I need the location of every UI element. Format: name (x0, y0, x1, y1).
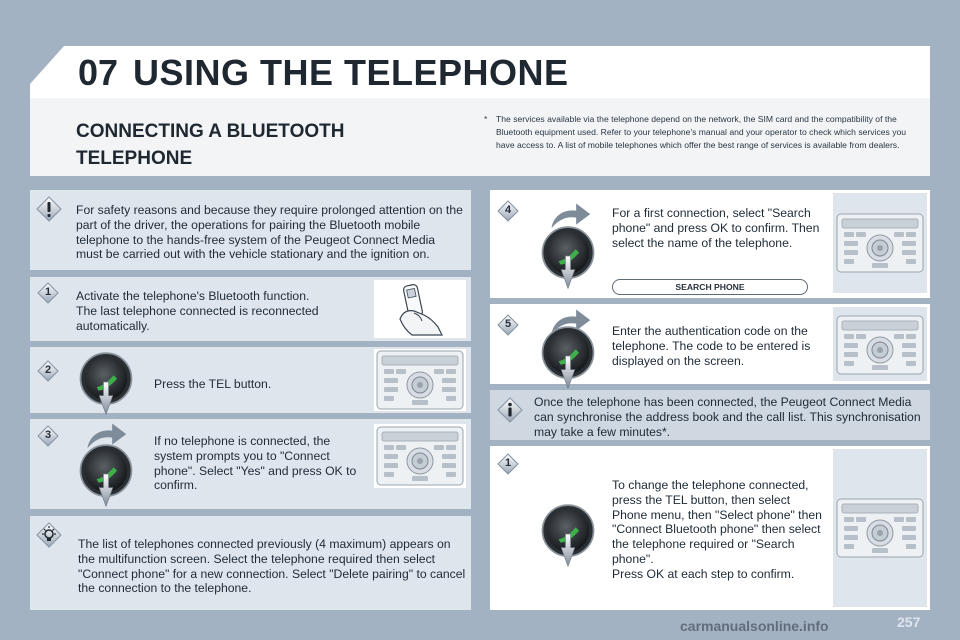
step-2-text: Press the TEL button. (154, 377, 272, 391)
step-3-text: If no telephone is connected, the system prompts you to "Connect phone". Select "Yes" and press OK to confirm. (154, 434, 357, 493)
search-phone-button[interactable]: SEARCH PHONE (612, 279, 808, 295)
ok-knob-icon (538, 222, 598, 290)
step-1-badge: 1 (37, 282, 59, 304)
tel-knob-icon (76, 348, 136, 416)
info-text: Once the telephone has been connected, the Peugeot Connect Media can synchronise the address book and the call list. This synchronisation may take a few minutes*. (534, 395, 921, 439)
ok-knob-icon (76, 440, 136, 508)
step-4-badge: 4 (497, 200, 519, 222)
media-unit-icon (376, 426, 464, 486)
mobile-phone-icon (396, 283, 448, 342)
footnote-text: The services available via the telephone depend on the network, the SIM card and the compatibility of the Bluetooth equipment used. Refer to your telephone's manual and your operator to check which services you have access to. A list of mobile telephones which offer the best range of services is available from dealers. (496, 114, 907, 151)
footnote (484, 113, 924, 153)
step-1-text: Activate the telephone's Bluetooth function. The last telephone connected is reconnected automatically. (76, 289, 319, 333)
step-2-badge: 2 (37, 360, 59, 382)
step-5-badge: 5 (497, 314, 519, 336)
tip-text: The list of telephones connected previously (4 maximum) appears on the multifunction screen. Select the telephone required then select "Connect phone" for a new connection. Select "Delete pairing" to cancel the connection to the telephone. (78, 537, 466, 596)
media-unit-icon (836, 315, 924, 375)
section-title: CONNECTING A BLUETOOTH TELEPHONE (76, 121, 345, 169)
footnote-mark: * (484, 114, 488, 124)
chapter-number: 07 (78, 52, 119, 93)
tel-knob-icon (538, 500, 598, 568)
info-icon (497, 397, 523, 423)
lightbulb-icon (36, 522, 62, 548)
step-6-text: To change the telephone connected, press the TEL button, then select Phone menu, then "Select phone" then "Connect Bluetooth phone" then select the telephone required or "Search phone". Press OK at each step to confirm. (612, 478, 822, 581)
watermark: carmanualsonline.info (680, 618, 829, 634)
step-5-text: Enter the authentication code on the telephone. The code to be entered is displayed on the screen. (612, 324, 811, 368)
ok-knob-icon (538, 322, 598, 390)
exclamation-icon (36, 196, 62, 222)
page-title: USING THE TELEPHONE (133, 52, 569, 93)
step-3-badge: 3 (37, 425, 59, 447)
media-unit-icon (376, 350, 464, 410)
warning-text: For safety reasons and because they require prolonged attention on the part of the driver, the operations for pairing the Bluetooth mobile telephone to the hands-free system of the Peugeot Connect Media must be carried out with the vehicle stationary and the ignition on. (76, 203, 463, 262)
step-4-text: For a first connection, select "Search phone" and press OK to confirm. Then select the name of the telephone. (612, 206, 820, 250)
media-unit-icon (836, 498, 924, 558)
page-number: 257 (897, 614, 921, 630)
step-6-badge: 1 (497, 453, 519, 475)
media-unit-icon (836, 213, 924, 273)
